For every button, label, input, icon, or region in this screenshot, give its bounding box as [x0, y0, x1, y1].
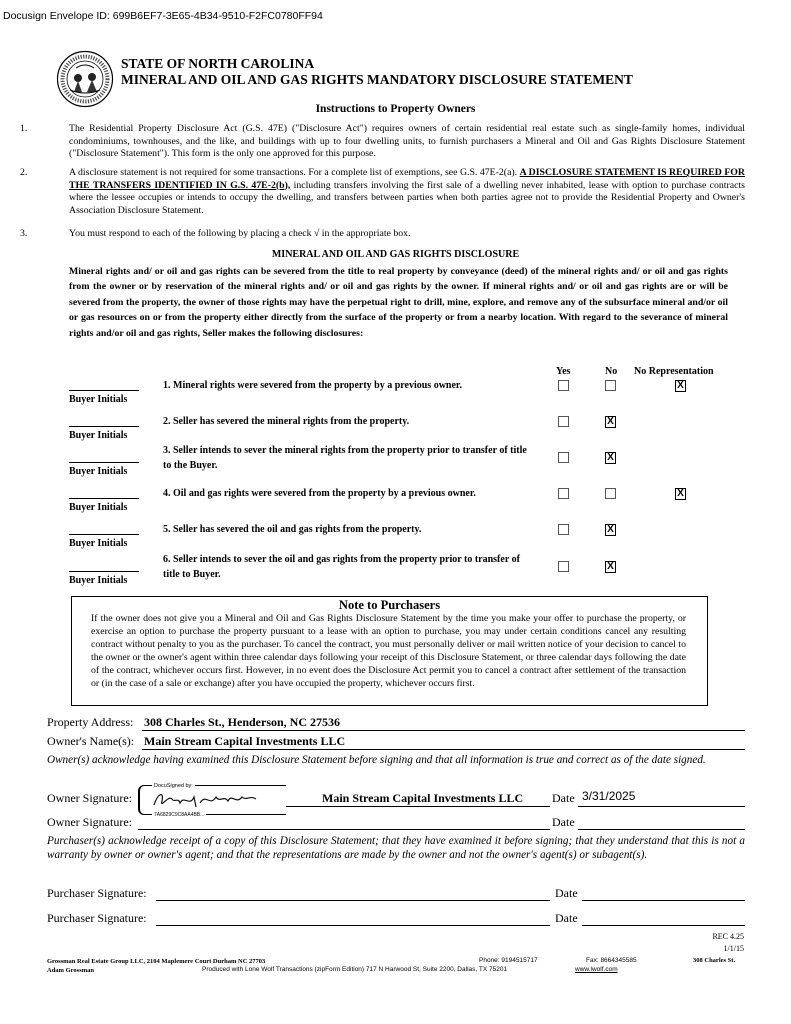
envelope-id: Docusign Envelope ID: 699B6EF7-3E65-4B34-9510-F2FC0780FF94	[3, 10, 323, 22]
note-body: If the owner does not give you a Mineral and Oil and Gas Rights Disclosure Statement by the time you make your offer to purchase the property, or exercise an option to purchase the property pursuant to a lease with an option to purchase, you may under certain conditions cancel any resulting contract without penalty to you as the purchaser. To cancel the contract, you must personally deliver or mail written notice of your decision to cancel to the owner or the owner's agent within three calendar days following your receipt of this Disclosure Statement, or three calendar days following the date of the contract, whichever occurs first. However, in no event does the Disclosure Act permit you to cancel a contract after settlement of the transaction or (in the case of a sale or exchange) after you have occupied the property, whichever occurs first.	[91, 613, 686, 689]
buyer-initials-label: Buyer Initials	[69, 466, 128, 477]
checkbox-no[interactable]	[605, 488, 616, 499]
form-title: MINERAL AND OIL AND GAS RIGHTS MANDATORY DISCLOSURE STATEMENT	[121, 72, 633, 87]
column-yes: Yes	[556, 366, 571, 377]
buyer-initials-line[interactable]	[69, 462, 139, 463]
footer-produced: Produced with Lone Wolf Transactions (zipForm Edition) 717 N Harwood St, Suite 2200, Dallas, TX 75201	[202, 966, 508, 973]
purchaser-date-label: Date	[555, 886, 578, 900]
buyer-initials-label: Buyer Initials	[69, 575, 128, 586]
owner-date-field[interactable]: 3/31/2025	[582, 789, 636, 803]
buyer-initials-line[interactable]	[69, 571, 139, 572]
owners-name-line	[142, 749, 745, 750]
instructions-title: Instructions to Property Owners	[315, 103, 476, 115]
note-title: Note to Purchasers	[338, 598, 441, 612]
checkbox-norep[interactable]: X	[675, 488, 686, 500]
instruction-item-2: 2. A disclosure statement is not required for some transactions. For a complete list of exemptions, see G.S. 47E-2(a). A DISCLOSURE STATEMENT IS REQUIRED FOR THE TRANSFERS IDENTIFIED IN G.S. 47E-2(b), including transfers involving the first sale of a dwelling never inhabited, lease with option to purchase contracts where the lessee occupies or intends to occupy the dwelling, and transfers between parties when both parties agree not to provide the Residential Property and Owner's Association Disclosure Statement.	[20, 167, 745, 216]
purchaser-date-line[interactable]	[582, 900, 745, 901]
checkbox-no[interactable]: X	[605, 524, 616, 536]
state-heading: STATE OF NORTH CAROLINA	[121, 56, 315, 71]
form-code: REC 4.25	[712, 932, 744, 941]
question-text: 6. Seller intends to sever the oil and gas rights from the property prior to transfer of title to Buyer.	[163, 554, 520, 580]
purchaser-signature-2-label: Purchaser Signature:	[47, 911, 147, 925]
buyer-initials-line[interactable]	[69, 498, 139, 499]
property-address-field[interactable]: 308 Charles St., Henderson, NC 27536	[144, 715, 341, 729]
footer-company-address: Grossman Real Estate Group LLC, 2104 Maplemere Court Durham NC 27703	[47, 958, 266, 965]
owner-signature-2-line[interactable]	[138, 829, 550, 830]
checkbox-norep[interactable]: X	[675, 380, 686, 392]
instruction-item-3: 3. You must respond to each of the following by placing a check √ in the appropriate box.	[20, 228, 411, 239]
checkbox-yes[interactable]	[558, 561, 569, 572]
owner-signature-name: Main Stream Capital Investments LLC	[322, 791, 524, 805]
footer-fax: Fax: 8664345585	[586, 957, 637, 964]
owner-signature-label: Owner Signature:	[47, 791, 132, 805]
owner-date-2-label: Date	[552, 815, 575, 829]
purchaser-date-2-line[interactable]	[582, 925, 745, 926]
docusigned-by-label: DocuSigned by:	[154, 783, 193, 789]
column-no: No	[605, 366, 618, 377]
footer-url[interactable]: www.lwolf.com	[575, 966, 618, 973]
property-address-line	[142, 730, 745, 731]
owner-date-label: Date	[552, 791, 575, 805]
owners-name-field[interactable]: Main Stream Capital Investments LLC	[144, 734, 346, 748]
buyer-initials-line[interactable]	[69, 426, 139, 427]
checkbox-no[interactable]: X	[605, 452, 616, 464]
footer-file: 308 Charles St.	[693, 957, 736, 964]
signature-id: 7A6829C9C8AA4BB...	[154, 812, 205, 818]
handwritten-signature	[150, 789, 260, 811]
checkbox-yes[interactable]	[558, 488, 569, 499]
instruction-item-1: 1. The Residential Property Disclosure Act (G.S. 47E) ("Disclosure Act") requires owners of certain residential real estate such as single-family homes, individual condominiums, townhouses, and the like, and buildings with up to four dwelling units, to furnish purchasers a Mineral and Oil and Gas Rights Disclosure Statement ("Disclosure Statement"). This form is the only one approved for this purpose.	[20, 123, 745, 160]
checkbox-yes[interactable]	[558, 416, 569, 427]
buyer-initials-label: Buyer Initials	[69, 394, 128, 405]
buyer-initials-line[interactable]	[69, 534, 139, 535]
checkbox-no[interactable]: X	[605, 561, 616, 573]
purchaser-signature-line[interactable]	[156, 900, 550, 901]
checkbox-no[interactable]	[605, 380, 616, 391]
question-text: 4. Oil and gas rights were severed from the property by a previous owner.	[163, 488, 476, 499]
property-address-label: Property Address:	[47, 715, 134, 729]
owner-signature-line	[286, 806, 550, 807]
checkbox-yes[interactable]	[558, 380, 569, 391]
owner-date-2-line[interactable]	[578, 829, 745, 830]
checkbox-yes[interactable]	[558, 524, 569, 535]
buyer-initials-label: Buyer Initials	[69, 502, 128, 513]
question-text: 1. Mineral rights were severed from the property by a previous owner.	[163, 380, 462, 391]
disclosure-title: MINERAL AND OIL AND GAS RIGHTS DISCLOSURE	[271, 249, 520, 260]
checkbox-yes[interactable]	[558, 452, 569, 463]
purchaser-date-2-label: Date	[555, 911, 578, 925]
column-no-representation: No Representation	[634, 366, 714, 377]
owners-name-label: Owner's Name(s):	[47, 734, 135, 748]
disclosure-paragraph: Mineral rights and/ or oil and gas rights can be severed from the title to real property by conveyance (deed) of the mineral rights and/ or oil and gas rights from the owner or by reservation of the mineral rights and/ or oil and gas rights by the owner. If mineral rights and/ or oil and gas rights are or will be severed from the property, the owner of those rights may have the perpetual right to drill, mine, explore, and remove any of the subsurface mineral and/or oil or gas resources on or from the property either directly from the surface of the property or from a nearby location. With regard to the severance of mineral rights and/or oil and gas rights, Seller makes the following disclosures:	[69, 266, 728, 339]
buyer-initials-label: Buyer Initials	[69, 430, 128, 441]
purchaser-acknowledgement: Purchaser(s) acknowledge receipt of a copy of this Disclosure Statement; that they have examined it before signing; that they understand that this is not a warranty by owner or owner's agent; and that the representations are made by the owner and not the owner's agent(s) or subagent(s).	[47, 835, 745, 861]
owner-signature-2-label: Owner Signature:	[47, 815, 132, 829]
checkbox-no[interactable]: X	[605, 416, 616, 428]
buyer-initials-label: Buyer Initials	[69, 538, 128, 549]
purchaser-signature-2-line[interactable]	[156, 925, 550, 926]
question-text: 5. Seller has severed the oil and gas rights from the property.	[163, 524, 422, 535]
purchaser-signature-label: Purchaser Signature:	[47, 886, 147, 900]
buyer-initials-line[interactable]	[69, 390, 139, 391]
owner-date-line	[578, 806, 745, 807]
form-date: 1/1/15	[723, 944, 744, 953]
owner-acknowledgement: Owner(s) acknowledge having examined this Disclosure Statement before signing and that all information is true and correct as of the date signed.	[47, 754, 706, 766]
footer-agent: Adam Grossman	[47, 967, 95, 974]
question-text: 3. Seller intends to sever the mineral rights from the property prior to transfer of title to the Buyer.	[163, 445, 527, 471]
question-text: 2. Seller has severed the mineral rights from the property.	[163, 416, 410, 427]
footer-phone: Phone: 9194515717	[479, 957, 538, 964]
state-seal-logo	[56, 50, 114, 108]
